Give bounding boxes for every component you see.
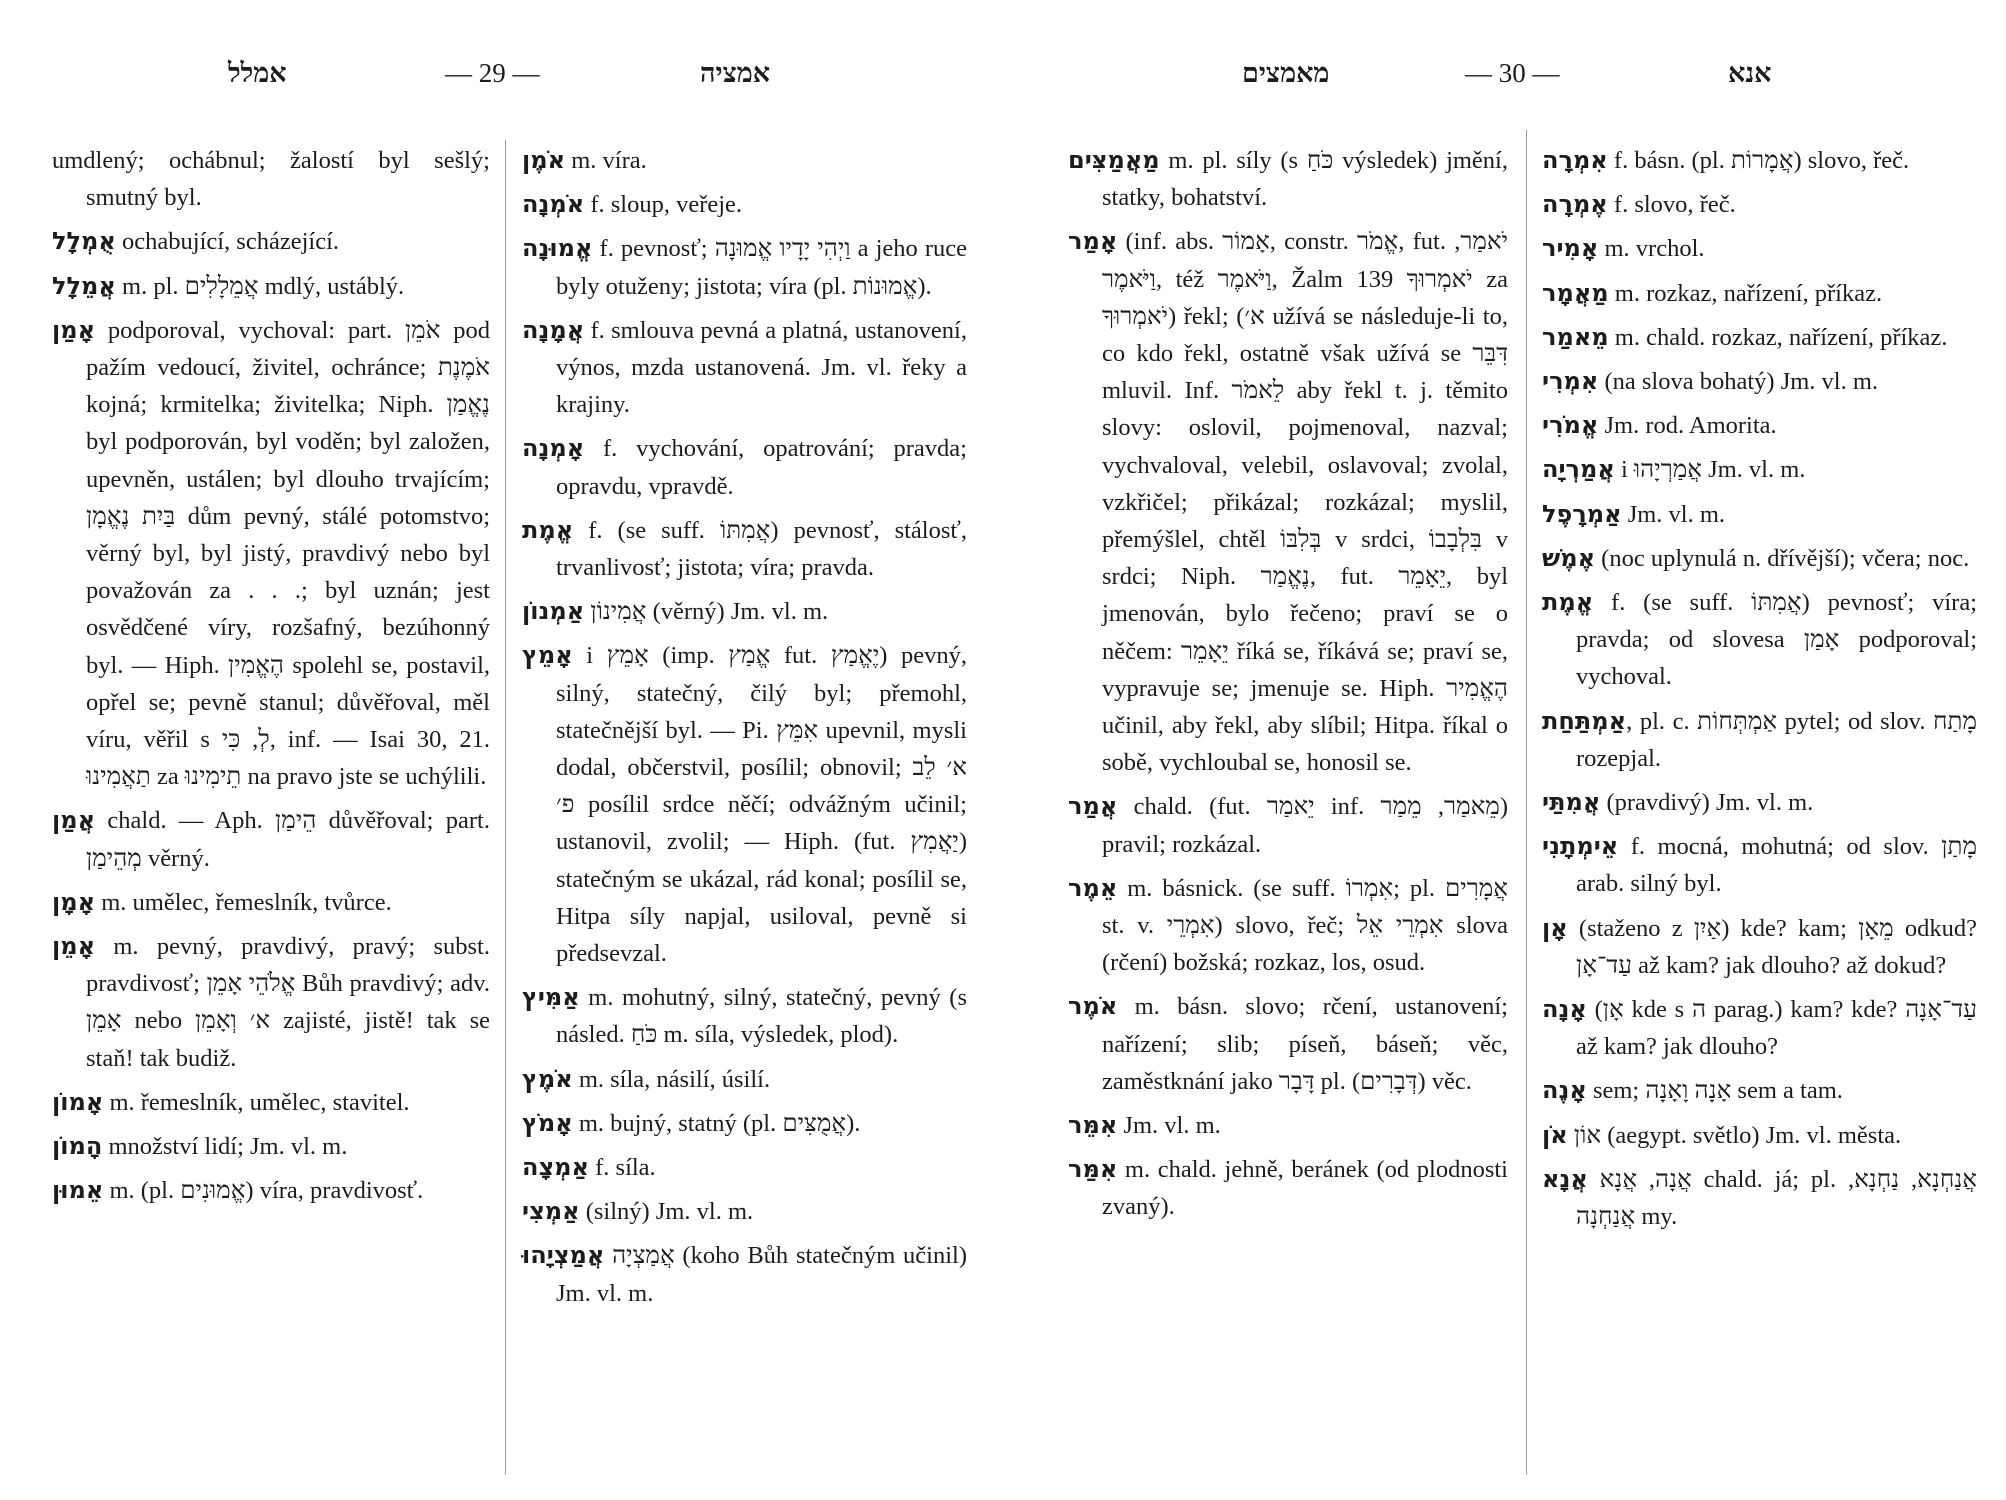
entry-definition: m. bujný, statný (pl. אֲמֻצִּים). [572,1109,861,1137]
entry-headword: אֹן [1542,1120,1568,1149]
entry-definition: m. rozkaz, nařízení, příkaz. [1608,279,1883,307]
entry-definition: f. sloup, veřeje. [584,191,743,219]
dictionary-entry [522,230,967,304]
entry-headword: אָמֹץ [522,1108,573,1137]
entry-definition: אֲמִינוֹן (věrný) Jm. vl. m. [584,598,829,626]
entry-headword: אֵמֶר [1068,873,1118,902]
entry-definition: f. (se suff. אֲמִתּוֹ) pevnosť, stálosť, trvanlivosť; jistota; víra; pravda. [556,516,967,582]
entry-headword: אָמְנָה [522,434,585,463]
entry-headword: אֲמָנָה [522,315,585,344]
entry-headword: אֱמֹרִי [1542,411,1599,440]
page-number: — 29 — [445,58,540,88]
entry-definition: m. víra. [565,147,647,174]
entry-headword: אָנָה [1542,995,1587,1024]
dictionary-entry [52,928,490,1077]
entry-definition: (inf. abs. אָמוֹר, constr. אֱמֹר, fut. יֹאמַר, וַיֹּאמֶר, též וַיֹּאמֶר, Žalm 139 יֹאמְרוּךָ za יֹאמְרוּךָ) řekl; (א׳ užívá se následuje-li to, co kdo řekl, ostatně však užívá se דִּבֵּר mluvil. Inf. לֵאמֹר aby řekl t. j. těmito slovy: oslovil, pojmenoval, nazval; vychvaloval, velebil, oslavoval; zvolal, vzkřičel; přikázal; rozkázal; myslil, přemýšlel, chtěl בְּלִבּוֹ v srdci, בִּלְבָבוֹ v srdci; Niph. נֶאֱמַר, fut. יֵאָמֵר, byl jmenován, bylo řečeno; praví se o něčem: יֵאָמֵר říká se, říkává se; praví se, vypravuje se; jmenuje se. Hiph. הֶאֱמִיר učinil, aby řekl, aby slíbil; Hitpa. říkal o sobě, vychloubal se, honosil se. [1102,228,1509,777]
dictionary-entry [1542,991,1977,1065]
entry-definition: umdlený; ochábnul; žalostí byl sešlý; smutný byl. [52,147,490,212]
dictionary-entry [1542,1117,1977,1154]
entry-definition: (na slova bohatý) Jm. vl. m. [1598,368,1879,396]
dictionary-entry [1542,186,1977,223]
running-head-right: אמציה [700,58,771,88]
entry-definition: f. slovo, řeč. [1607,191,1736,219]
entry-definition: i אֲמַרְיָהוּ Jm. vl. m. [1614,456,1806,484]
entry-definition: m. (pl. אֱמוּנִים) víra, pravdivosť. [103,1177,424,1205]
dictionary-entry [1542,784,1977,821]
dictionary-entry [1068,223,1508,781]
entry-definition: אֲנָה, אֲנָא chald. já; pl. אֲנַחְנָא, נַחְנָא, אֲנַחְנָה my. [1576,1165,1977,1231]
dictionary-entry [52,1128,490,1165]
entry-headword: אֲנָא [1542,1164,1588,1193]
dictionary-entry [1542,1161,1977,1235]
entry-headword: אַמִּיץ [522,983,580,1012]
dictionary-entry [1542,451,1977,488]
text-column-right [522,142,967,1312]
dictionary-entry [1068,788,1508,862]
dictionary-entry [522,1237,967,1311]
entry-headword: אֹמֶר [1068,992,1118,1021]
dictionary-entry [52,802,490,876]
dictionary-entry [522,312,967,424]
entry-headword: אֹמֶן [522,146,566,174]
entry-headword: אָמוֹן [52,1087,104,1116]
entry-headword: אָמֵן [52,932,96,961]
dictionary-entry [1068,1107,1508,1144]
entry-definition: Jm. rod. Amorita. [1598,412,1777,440]
entry-definition: m. básn. slovo; rčení, ustanovení; nařízení; slib; píseň, báseň; věc, zaměstknání jako דָּבָר pl. (דְּבָרִים) věc. [1102,993,1508,1095]
running-head-left: מאמצים [1242,58,1330,88]
entry-headword: אֲמֵלָל [52,271,116,300]
dictionary-entry [1542,703,1977,777]
entry-headword: מַאֲמַצִּים [1068,146,1160,174]
entry-definition: m. umělec, řemeslník, tvůrce. [95,888,392,916]
dictionary-entry [522,593,967,630]
entry-headword: אִמְרִי [1542,367,1599,396]
dictionary-entry [52,1172,490,1209]
entry-headword: אָן [1542,913,1568,942]
running-head-right: אנא [1728,58,1772,88]
entry-headword: אֻמְלָל [52,227,116,256]
entry-headword: אָמֵץ [522,641,573,670]
entry-definition: f. vychování, opatrování; pravda; opravdu, vpravdě. [556,435,967,500]
entry-definition: , pl. c. אַמְתְּחוֹת pytel; od slov. מָתַח rozepjal. [1576,707,1978,772]
column-divider [505,140,506,1475]
entry-definition: podporoval, vychoval: part. אֹמֵן pod pažím vedoucí, živitel, ochránce; אֹמֶנֶת kojná; krmitelka; živitelka; Niph. נֶאֱמַן byl podporován, byl voděn; byl založen, upevněn, ustálen; byl dlouho trvajícím; בַּיִת נֶאֱמָן dům pevný, stálé potomstvo; věrný byl, byl jistý, pravdivý nebo byl považován za . . .; byl uznán; jest osvědčené víry, rozšafný, bezúhonný byl. — Hiph. הֶאֱמִין spolehl se, postavil, opřel se; pevně stanul; důvěřoval, měl víru, věřil s לְ, כִּי, inf. — Isai 30, 21. תַאֲמִינוּ za תֵימִינוּ na pravo jste se uchýlili. [86,316,491,791]
entry-definition: m. síla, násilí, úsilí. [572,1065,771,1093]
entry-headword: אָמִיר [1542,234,1599,263]
entry-definition: f. síla. [589,1154,656,1182]
entry-definition: אֲמַצְיָה (koho Bůh statečným učinil) Jm. vl. m. [556,1242,967,1307]
dictionary-entry [1542,363,1977,400]
dictionary-entry [52,1084,490,1121]
entry-headword: אַמְצָה [522,1153,589,1182]
entry-headword: אֶמֶשׁ [1542,543,1596,572]
dictionary-entry [52,884,490,921]
entry-headword: אֱמוּנָה [522,234,593,263]
entry-headword: אֹמֶץ [522,1064,573,1093]
entry-definition: m. pl. אֲמֵלָלִים mdlý, ustáblý. [115,272,405,300]
dictionary-entry [1542,584,1977,696]
text-column-right [1542,142,1977,1235]
entry-definition: אוֹן (aegypt. světlo) Jm. vl. města. [1567,1121,1902,1149]
entry-definition: Jm. vl. m. [1117,1112,1221,1140]
entry-headword: אִמֵּר [1068,1111,1118,1140]
entry-headword: הָמוֹן [52,1132,103,1161]
dictionary-entry [522,637,967,972]
entry-definition: m. vrchol. [1598,235,1705,263]
dictionary-entry [522,1193,967,1230]
entry-definition: (pravdivý) Jm. vl. m. [1600,789,1814,817]
entry-definition: m. básnick. (se suff. אִמְרוֹ; pl. אֲמָרִים st. v. אִמְרֵי) slovo, řeč; אִמְרֵי אֵל slova (rčení) božská; rozkaz, los, osud. [1102,874,1508,977]
entry-definition: m. pl. síly (s כֹּחַ výsledek) jmění, statky, bohatství. [1102,147,1508,212]
dictionary-entry [1068,988,1508,1100]
entry-definition: f. (se suff. אֲמִתּוֹ) pevnosť; víra; pravda; od slovesa אָמַן podporoval; vychoval. [1576,589,1977,691]
entry-headword: אֲמַר [1068,792,1118,821]
dictionary-entry [1542,407,1977,444]
dictionary-entry [1542,319,1977,356]
entry-headword: אֱמֶת [1542,588,1594,617]
entry-headword: אֵמוּן [52,1176,104,1205]
dictionary-entry [1542,1072,1977,1109]
entry-headword: אֱמֶת [522,515,574,544]
dictionary-entry [1542,496,1977,533]
dictionary-entry [1542,540,1977,577]
dictionary-entry [1542,230,1977,267]
entry-definition: (noc uplynulá n. dřívější); včera; noc. [1595,544,1970,572]
entry-headword: אַמְנוֹן [522,597,585,626]
entry-definition: m. pevný, pravdivý, pravý; subst. pravdivosť; אֱלֹהֵי אָמֵן Bůh pravdivý; adv. אָמֵן nebo א׳ וְאָמֵן zajisté, jistě! tak se staň! tak budiž. [86,933,491,1072]
dictionary-entry [522,1149,967,1186]
dictionary-entry [52,223,490,260]
dictionary-entry [522,430,967,504]
dictionary-entry [522,1105,967,1142]
page-number: — 30 — [1465,58,1560,88]
entry-definition: f. básn. (pl. אֲמָרוֹת) slovo, řeč. [1607,147,1910,174]
entry-headword: אֲמַצְיָהוּ [522,1241,605,1270]
dictionary-entry [1542,828,1977,902]
dictionary-entry [522,1061,967,1098]
dictionary-entry [522,512,967,586]
running-head-left: אמלל [228,58,287,88]
dictionary-entry [52,142,490,216]
entry-definition: m. chald. jehně, beránek (od plodnosti zvaný). [1102,1156,1508,1221]
entry-headword: אֲמַרְיָה [1542,455,1615,484]
entry-definition: f. pevnosť; וַיְהִי יָדָיו אֱמוּנָה a jeho ruce byly otuženy; jistota; víra (pl. אֱמוּנוֹת). [556,235,968,300]
entry-headword: מַאֲמָר [1542,278,1609,307]
entry-headword: אָמַר [1068,227,1118,256]
entry-headword: אָמָן [52,887,96,916]
entry-definition: m. chald. rozkaz, nařízení, příkaz. [1608,323,1948,351]
entry-definition: m. řemeslník, umělec, stavitel. [103,1088,410,1116]
entry-headword: אֲמִתַּי [1542,788,1601,817]
entry-headword: אָנֶה [1542,1076,1587,1105]
entry-definition: Jm. vl. m. [1621,500,1726,528]
entry-headword: אֹמְנָה [522,190,585,219]
entry-definition: (silný) Jm. vl. m. [579,1198,754,1226]
entry-definition: f. smlouva pevná a platná, ustanovení, výnos, mzda ustanovená. Jm. vl. řeky a krajiny. [556,316,967,419]
entry-headword: אָמַן [52,315,96,344]
entry-definition: sem; אָנָה וָאָנָה sem a tam. [1586,1077,1843,1105]
text-column-left [1068,142,1508,1226]
entry-definition: m. mohutný, silný, statečný, pevný (s násled. כֹּחַ m. síla, výsledek, plod). [556,984,967,1049]
dictionary-entry [1542,910,1977,984]
dictionary-entry [52,268,490,305]
entry-headword: אִמְרָה [1542,146,1608,174]
entry-headword: אֶמְרָה [1542,190,1608,219]
dictionary-entry [522,979,967,1053]
entry-definition: f. mocná, mohutná; od slov. מָתַן arab. silný byl. [1576,833,1977,898]
entry-definition: množství lidí; Jm. vl. m. [102,1133,348,1161]
entry-definition: (staženo z אַיִן) kde? kam; מֵאָן odkud? עַד־אָן až kam? jak dlouho? až dokud? [1567,914,1977,979]
entry-headword: אַמְתַּחַת [1542,706,1627,735]
entry-definition: i אָמֵץ (imp. אֱמַץ fut. יֶאֱמַץ) pevný, silný, statečný, čilý byl; přemohl, statečnější byl. — Pi. אִמֵּץ upevnil, mysli dodal, občerstvil, posílil; obnovil; א׳ לֵב פ׳ posílil srdce něčí; odvážným učinil; ustanovil, zvolil; — Hiph. (fut. יַאֲמִץ) statečným se ukázal, rád konal; posílil se, Hitpa síly napjal, usiloval, pevně si předsevzal. [556,642,967,968]
entry-definition: (אָן kde s ה parag.) kam? kde? עַד־אָנָה až kam? jak dlouho? [1576,996,1977,1061]
entry-headword: אַמְרָפֶל [1542,499,1622,528]
entry-definition: chald. — Aph. הֵימַן důvěřoval; part. מְהֵימַן věrný. [86,807,490,872]
column-divider [1526,130,1527,1475]
dictionary-entry [522,142,967,179]
entry-headword: אֲמַן [52,806,96,835]
entry-headword: אַמְצִי [522,1197,580,1226]
dictionary-entry [1542,275,1977,312]
dictionary-entry [1068,870,1508,982]
dictionary-entry [1068,142,1508,216]
dictionary-entry [522,186,967,223]
entry-definition: ochabující, scházející. [115,228,340,256]
dictionary-entry [1068,1151,1508,1225]
entry-headword: אִמַּר [1068,1155,1118,1184]
dictionary-entry [1542,142,1977,179]
entry-definition: chald. (fut. יֵאמַר inf. מֵאמַר, מֵמַר) pravil; rozkázal. [1102,793,1508,858]
text-column-left [52,142,490,1209]
entry-headword: אֵימְתָנִי [1542,832,1619,861]
dictionary-entry [52,312,490,796]
entry-headword: מֵאמַר [1542,322,1609,351]
